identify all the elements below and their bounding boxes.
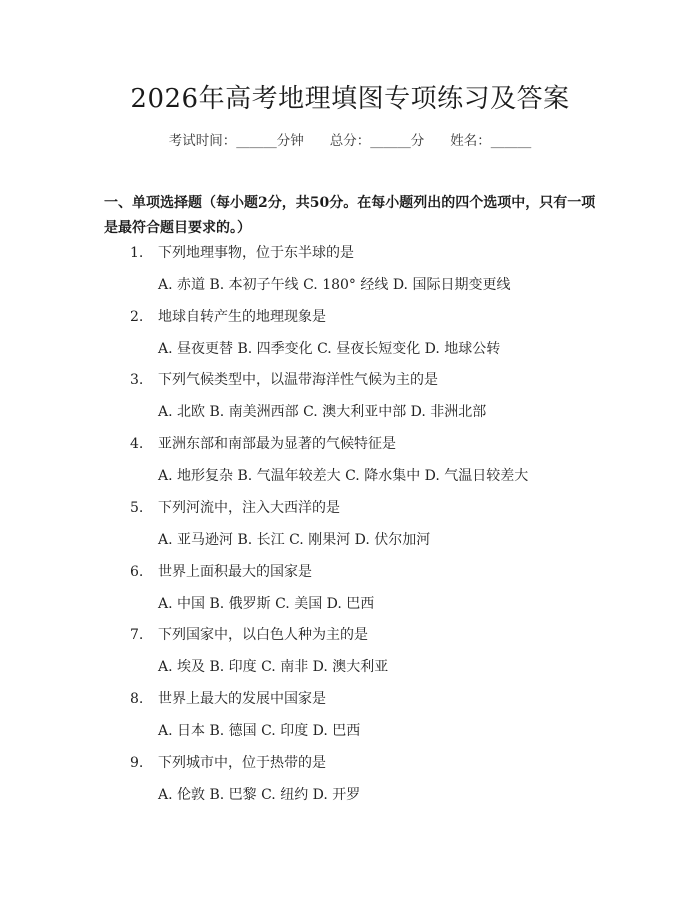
question-options: A. 伦敦 B. 巴黎 C. 纽约 D. 开罗 bbox=[158, 787, 361, 803]
question-text: 世界上面积最大的国家是 bbox=[158, 564, 312, 580]
question-options: A. 赤道 B. 本初子午线 C. 180° 经线 D. 国际日期变更线 bbox=[158, 277, 511, 293]
question-text: 下列地理事物，位于东半球的是 bbox=[158, 245, 354, 261]
exam-time-field: 考试时间：______分钟 bbox=[168, 133, 304, 149]
question-number: 8. bbox=[130, 691, 144, 707]
question-item bbox=[130, 689, 326, 709]
question-options: A. 昼夜更替 B. 四季变化 C. 昼夜长短变化 D. 地球公转 bbox=[158, 341, 501, 357]
question-number: 4. bbox=[130, 436, 144, 452]
question-item bbox=[130, 243, 354, 263]
document-title: 2026年高考地理填图专项练习及答案 bbox=[130, 84, 570, 114]
question-item bbox=[130, 434, 396, 454]
question-text: 下列城市中，位于热带的是 bbox=[158, 755, 326, 771]
question-number: 7. bbox=[130, 627, 144, 643]
question-options: A. 北欧 B. 南美洲西部 C. 澳大利亚中部 D. 非洲北部 bbox=[158, 404, 487, 420]
question-text: 亚洲东部和南部最为显著的气候特征是 bbox=[158, 436, 396, 452]
question-item bbox=[130, 753, 326, 773]
question-options: A. 日本 B. 德国 C. 印度 D. 巴西 bbox=[158, 723, 361, 739]
question-options: A. 埃及 B. 印度 C. 南非 D. 澳大利亚 bbox=[158, 659, 389, 675]
total-score-field: 总分：______分 bbox=[329, 133, 425, 149]
question-text: 下列气候类型中，以温带海洋性气候为主的是 bbox=[158, 372, 438, 388]
question-options: A. 亚马逊河 B. 长江 C. 刚果河 D. 伏尔加河 bbox=[158, 532, 431, 548]
section-heading: 一、单项选择题（每小题2分，共50分。在每小题列出的四个选项中，只有一项是最符合题目要求的。） bbox=[104, 195, 596, 236]
question-options: A. 中国 B. 俄罗斯 C. 美国 D. 巴西 bbox=[158, 596, 375, 612]
exam-info-line bbox=[0, 131, 700, 151]
question-text: 下列河流中，注入大西洋的是 bbox=[158, 500, 340, 516]
question-text: 地球自转产生的地理现象是 bbox=[158, 309, 326, 325]
question-number: 1. bbox=[130, 245, 144, 261]
question-number: 9. bbox=[130, 755, 144, 771]
question-number: 3. bbox=[130, 372, 144, 388]
question-text: 世界上最大的发展中国家是 bbox=[158, 691, 326, 707]
question-item bbox=[130, 307, 326, 327]
question-number: 5. bbox=[130, 500, 144, 516]
question-options: A. 地形复杂 B. 气温年较差大 C. 降水集中 D. 气温日较差大 bbox=[158, 468, 529, 484]
question-item bbox=[130, 625, 368, 645]
question-item bbox=[130, 562, 312, 582]
question-item bbox=[130, 498, 340, 518]
question-number: 6. bbox=[130, 564, 144, 580]
student-name-field: 姓名：______ bbox=[450, 133, 532, 149]
question-number: 2. bbox=[130, 309, 144, 325]
question-item bbox=[130, 370, 438, 390]
question-text: 下列国家中，以白色人种为主的是 bbox=[158, 627, 368, 643]
